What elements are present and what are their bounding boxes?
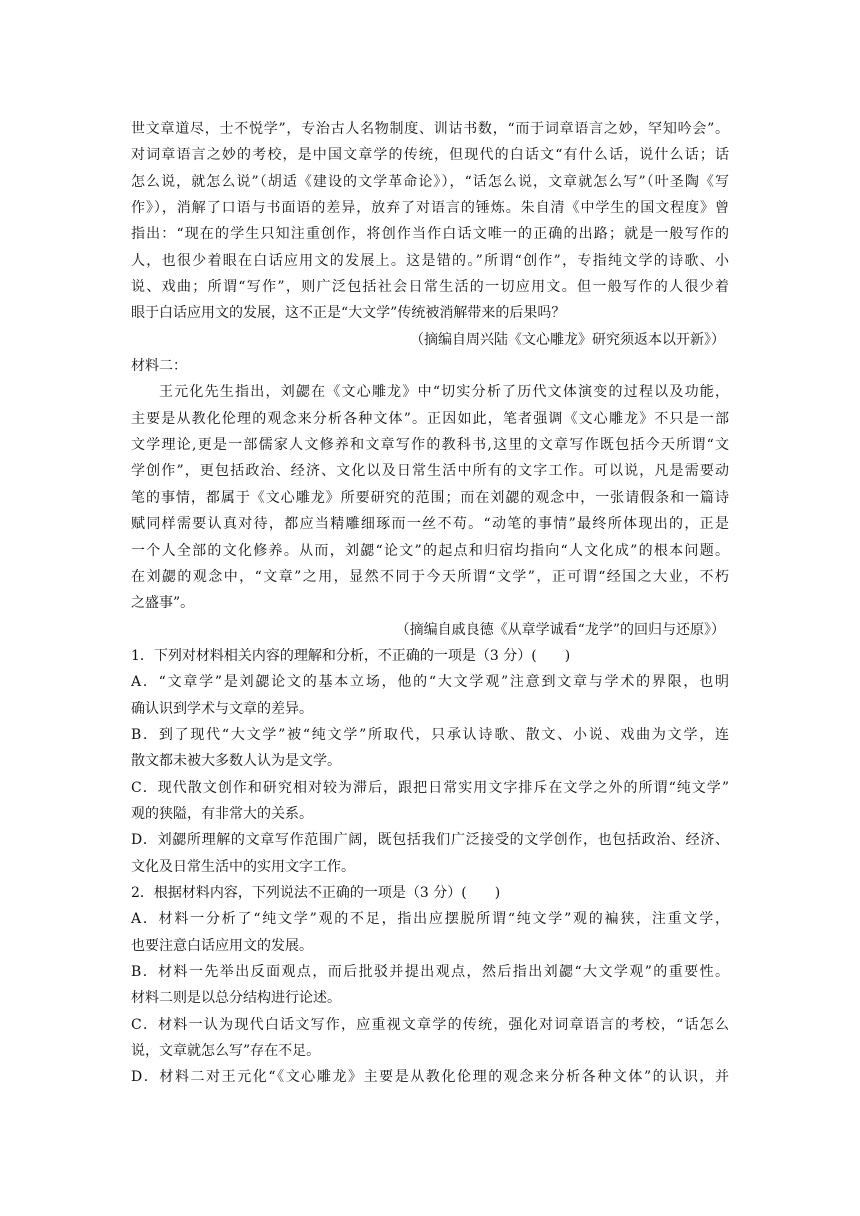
question2-option-a: A．材料一分析了“纯文学”观的不足，指出应摆脱所谓“纯文学”观的褊狭，注重文学， <box>131 911 729 928</box>
material1-line: 眼于白话应用文的发展，这不正是“大文学”传统被消解带来的后果吗？ <box>131 305 566 322</box>
material1-line: 对词章语言之妙的考校，是中国文章学的传统，但现代的白话文“有什么话，说什么话；话 <box>131 147 729 164</box>
question1-option-b-cont: 散文都未被大多数人认为是文学。 <box>131 753 341 770</box>
question1-option-c-cont: 观的狭隘，有非常大的关系。 <box>131 805 313 822</box>
material2-line: 主要是从教化伦理的观念来分析各种文体”。正因如此，笔者强调《文心雕龙》不只是一部 <box>131 410 729 427</box>
material1-line: 怎么说，就怎么说”（胡适《建设的文学革命论》），“话怎么说，文章就怎么写”（叶圣陶《写 <box>131 173 729 190</box>
question2-option-c: C．材料一认为现代白话文写作，应重视文章学的传统，强化对词章语言的考校，“话怎么 <box>131 1016 729 1033</box>
question2-option-b-cont: 材料二则是以总分结构进行论述。 <box>131 990 341 1007</box>
question1-option-a-cont: 确认识到学术与文章的差异。 <box>131 700 313 717</box>
question1-option-d: D．刘勰所理解的文章写作范围广阔，既包括我们广泛接受的文学创作，也包括政治、经济、 <box>131 832 729 849</box>
question1-option-d-cont: 文化及日常生活中的实用文字工作。 <box>131 858 355 875</box>
material2-line: 文学理论,更是一部儒家人文修养和文章写作的教科书,这里的文章写作既包括今天所谓“文 <box>131 437 729 454</box>
question1-option-a: A．“文章学”是刘勰论文的基本立场，他的“大文学观”注意到文章与学术的界限，也明 <box>131 674 729 691</box>
material2-heading: 材料二： <box>131 358 187 375</box>
material2-line: 一个人全部的文化修养。从而，刘勰“论文”的起点和归宿均指向“人文化成”的根本问题。 <box>131 542 729 559</box>
question1-option-c: C．现代散文创作和研究相对较为滞后，跟把日常实用文字排斥在文学之外的所谓“纯文学” <box>131 779 729 796</box>
material1-source: （摘编自周兴陆《文心雕龙》研究须返本以开新》） <box>410 331 725 348</box>
question2-option-c-cont: 说，文章就怎么写”存在不足。 <box>131 1043 321 1060</box>
document-body <box>131 116 729 1091</box>
question2-option-b: B．材料一先举出反面观点，而后批驳并提出观点，然后指出刘勰“大文学观”的重要性。 <box>131 964 729 980</box>
material1-line: 指出：“现在的学生只知注重创作，将创作当作白话文唯一的正确的出路；就是一般写作的 <box>131 226 729 243</box>
material1-line: 世文章道尽，士不悦学”，专治古人名物制度、训诂书数，“而于词章语言之妙，罕知吟会”。 <box>131 121 729 137</box>
material1-line: 人，也很少着眼在白话应用文的发展上。这是错的。”所谓“创作”，专指纯文学的诗歌、小 <box>131 252 729 269</box>
material1-line: 说、戏曲；所谓“写作”，则广泛包括社会日常生活的一切应用文。但一般写作的人很少着 <box>131 279 729 296</box>
question1-option-b: B．到了现代“大文学”被“纯文学”所取代，只承认诗歌、散文、小说、戏曲为文学，连 <box>131 726 729 743</box>
material2-line: 学创作”，更包括政治、经济、文化以及日常生活中所有的文字工作。可以说，凡是需要动 <box>131 463 729 480</box>
question2-option-d: D．材料二对王元化“《文心雕龙》主要是从教化伦理的观念来分析各种文体”的认识，并 <box>131 1069 729 1086</box>
material2-line: 在刘勰的观念中，“文章”之用，显然不同于今天所谓“文学”，正可谓“经国之大业，不朽 <box>131 568 729 585</box>
material2-line: 笔的事情，都属于《文心雕龙》所要研究的范围；而在刘勰的观念中，一张请假条和一篇诗 <box>131 489 729 506</box>
question2-stem: 2．根据材料内容，下列说法不正确的一项是（3 分）( ) <box>131 884 501 901</box>
material2-line: 赋同样需要认真对待，都应当精雕细琢而一丝不苟。“动笔的事情”最终所体现出的，正是 <box>131 516 729 533</box>
material2-line: 之盛事”。 <box>131 595 195 612</box>
question2-option-a-cont: 也要注意白话应用文的发展。 <box>131 937 313 954</box>
question1-stem: 1．下列对材料相关内容的理解和分析，不正确的一项是（3 分）( ) <box>131 647 571 664</box>
material2-source: （摘编自戚良德《从章学诚看“龙学”的回归与还原》） <box>395 621 725 638</box>
material2-line: 王元化先生指出，刘勰在《文心雕龙》中“切实分析了历代文体演变的过程以及功能， <box>159 384 729 401</box>
material1-line: 作》），消解了口语与书面语的差异，放弃了对语言的锤炼。朱自清《中学生的国文程度》曾 <box>131 200 729 217</box>
